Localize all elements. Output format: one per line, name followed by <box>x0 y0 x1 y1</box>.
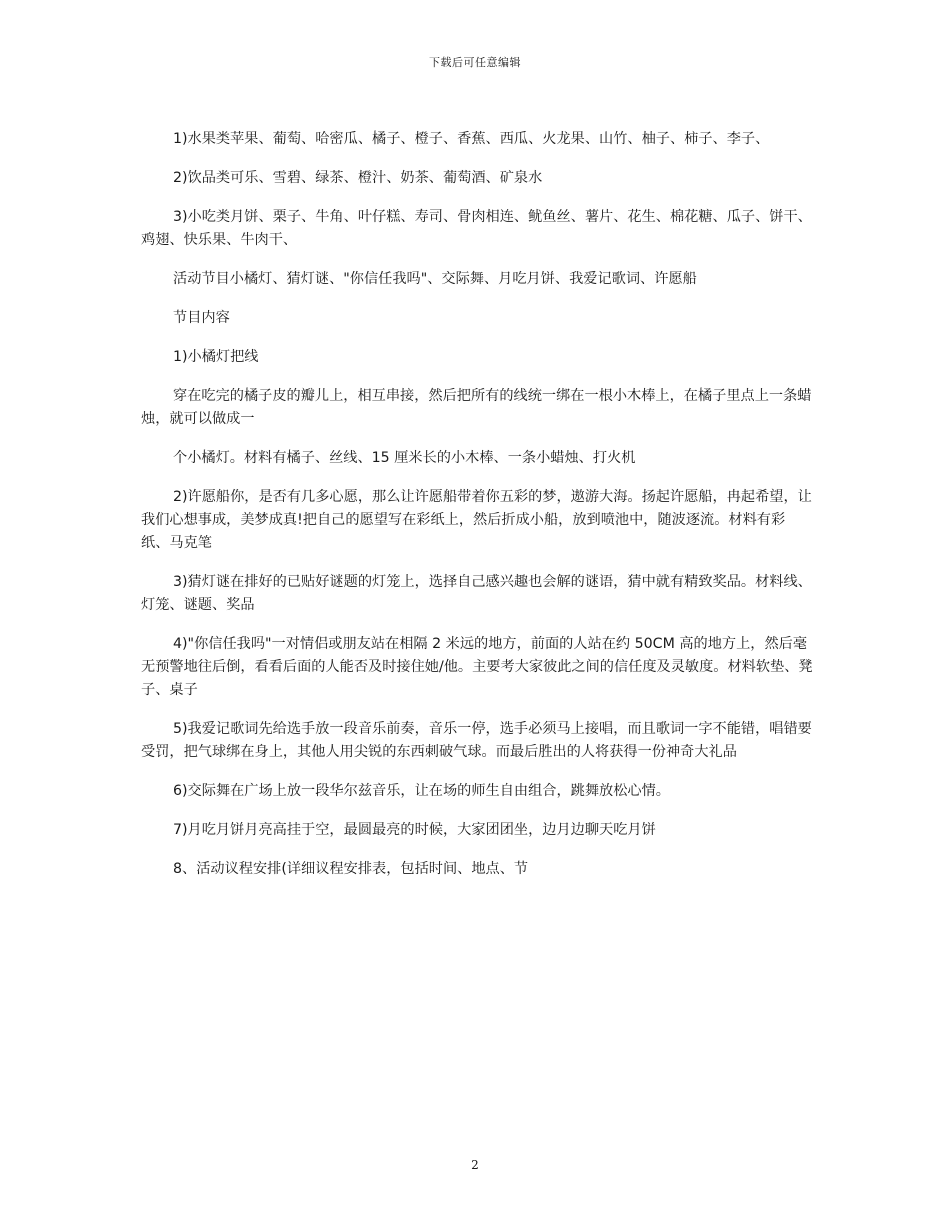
page-header: 下载后可任意编辑 <box>429 56 521 69</box>
paragraph-snacks: 3)小吃类月饼、栗子、牛角、叶仔糕、寿司、骨肉相连、鱿鱼丝、薯片、花生、棉花糖、瓜子、饼干、鸡翅、快乐果、牛肉干、 <box>141 209 812 248</box>
paragraph-trust-game: 4)"你信任我吗"一对情侣或朋友站在相隔 2 米远的地方，前面的人站在约 50CM 高的地方上，然后毫无预警地往后倒，看看后面的人能否及时接住她/他。主要考大家彼此之间的信任度及灵敏度。材料软垫、凳子、桌子 <box>141 636 813 698</box>
document-body <box>141 128 813 897</box>
paragraph-activities: 活动节目小橘灯、猜灯谜、"你信任我吗"、交际舞、月吃月饼、我爱记歌词、许愿船 <box>173 271 697 287</box>
paragraph-lyrics-game: 5)我爱记歌词先给选手放一段音乐前奏，音乐一停，选手必须马上接唱，而且歌词一字不能错，唱错要受罚，把气球绑在身上，其他人用尖锐的东西刺破气球。而最后胜出的人将获得一份神奇大礼品 <box>141 721 812 760</box>
paragraph-agenda: 8、活动议程安排(详细议程安排表，包括时间、地点、节 <box>173 861 529 877</box>
paragraph-dance: 6)交际舞在广场上放一段华尔兹音乐，让在场的师生自由组合，跳舞放松心情。 <box>173 783 670 799</box>
paragraph-program-heading: 节目内容 <box>173 310 230 326</box>
paragraph-wish-boat: 2)许愿船你，是否有几多心愿，那么让许愿船带着你五彩的梦，遨游大海。扬起许愿船，冉起希望，让我们心想事成，美梦成真!把自己的愿望写在彩纸上，然后折成小船，放到喷池中，随波逐流。材料有彩纸、马克笔 <box>141 489 812 551</box>
paragraph-riddles: 3)猜灯谜在排好的已贴好谜题的灯笼上，选择自己感兴趣也会解的谜语，猜中就有精致奖品。材料线、灯笼、谜题、奖品 <box>141 574 812 613</box>
page-number: 2 <box>471 1158 479 1172</box>
paragraph-fruits: 1)水果类苹果、葡萄、哈密瓜、橘子、橙子、香蕉、西瓜、火龙果、山竹、柚子、柿子、李子、 <box>173 131 770 147</box>
paragraph-lantern-desc: 穿在吃完的橘子皮的瓣儿上，相互串接，然后把所有的线统一绑在一根小木棒上，在橘子里点上一条蜡烛，就可以做成一 <box>141 388 812 427</box>
paragraph-lantern-title: 1)小橘灯把线 <box>173 349 259 365</box>
paragraph-lantern-materials: 个小橘灯。材料有橘子、丝线、15 厘米长的小木棒、一条小蜡烛、打火机 <box>173 450 636 466</box>
paragraph-mooncake: 7)月吃月饼月亮高挂于空，最圆最亮的时候，大家团团坐，边月边聊天吃月饼 <box>173 822 656 838</box>
paragraph-drinks: 2)饮品类可乐、雪碧、绿茶、橙汁、奶茶、葡萄酒、矿泉水 <box>173 170 543 186</box>
